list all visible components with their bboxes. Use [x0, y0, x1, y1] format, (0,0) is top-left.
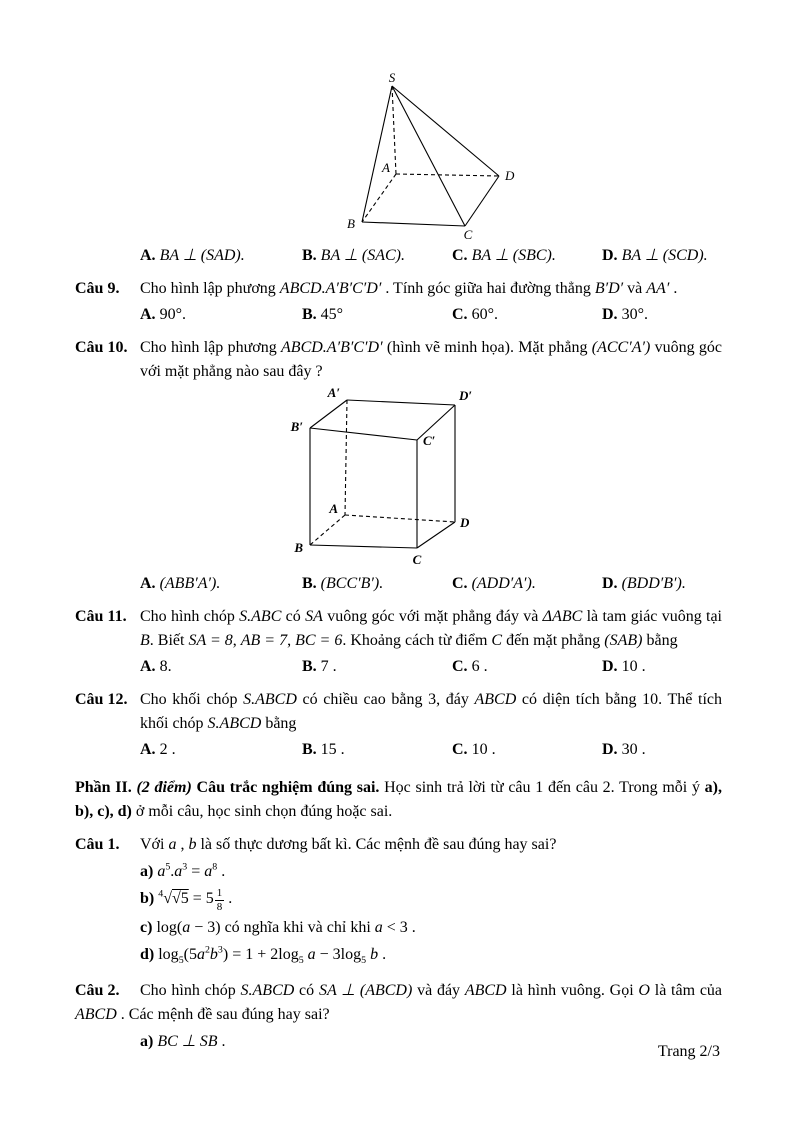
q11-option-c — [452, 655, 602, 679]
option-text: BA ⊥ (SAD). — [159, 247, 245, 264]
option-text: 8. — [159, 658, 172, 675]
option-text: 30°. — [621, 306, 648, 323]
q9-option-d — [602, 303, 722, 327]
q11-options — [140, 655, 722, 679]
cube-hidden-edges — [310, 400, 455, 545]
tf-question-1 — [75, 833, 722, 857]
q8-option-d — [602, 244, 722, 268]
option-letter: C. — [452, 741, 468, 758]
question-12-label: Câu 12. — [75, 691, 128, 708]
option-letter: D. — [602, 658, 618, 675]
q10-option-a — [140, 572, 302, 596]
option-text: BA ⊥ (SBC). — [471, 247, 556, 264]
option-letter: A. — [140, 741, 156, 758]
pyramid-label-a: A — [382, 160, 390, 175]
pyramid-svg — [337, 72, 519, 242]
tf1-item-b: b) $^4$√√5 = 5 $\frac{1}{8}$ . — [140, 887, 233, 913]
option-text: (BDD′B′). — [621, 575, 686, 592]
q10-options — [140, 572, 722, 596]
option-letter: C. — [452, 306, 468, 323]
part2-heading: Phần II. (2 điểm) Câu trắc nghiệm đúng sai. Học sinh trả lời từ câu 1 đến câu 2. Trong mỗi ý a), b), c), d) ở mỗi câu, học sinh chọn đúng hoặc sai. — [75, 779, 722, 820]
option-text: 10 . — [471, 741, 496, 758]
option-text: (ADD′A′). — [471, 575, 536, 592]
tf-question-2 — [75, 979, 722, 1027]
option-text: 90°. — [159, 306, 186, 323]
q9-option-c — [452, 303, 602, 327]
q9-option-a — [140, 303, 302, 327]
option-letter: B. — [302, 741, 317, 758]
cube-label-d-prime: D′ — [459, 388, 473, 403]
option-text: BA ⊥ (SCD). — [621, 247, 708, 264]
option-letter: B. — [302, 658, 317, 675]
option-letter: D. — [602, 247, 618, 264]
option-letter: A. — [140, 658, 156, 675]
option-letter: B. — [302, 306, 317, 323]
option-text: 10 . — [621, 658, 646, 675]
q8-options — [140, 244, 722, 268]
page-number: Trang 2/3 — [657, 1043, 720, 1060]
question-10-label: Câu 10. — [75, 339, 128, 356]
option-letter: D. — [602, 575, 618, 592]
q12-options — [140, 738, 722, 762]
q8-option-b — [302, 244, 452, 268]
q12-option-a — [140, 738, 302, 762]
question-12 — [75, 688, 722, 736]
tf2-item-a: a) BC ⊥ SB . — [140, 1033, 226, 1051]
tf-question-2-text: Cho hình chóp S.ABCD có SA ⊥ (ABCD) và đáy ABCD là hình vuông. Gọi O là tâm của ABCD . Các mệnh đề sau đúng hay sai? — [75, 982, 723, 1024]
option-text: 2 . — [159, 741, 176, 758]
pyramid-hidden-edges — [362, 86, 499, 222]
tf1-item-d: d) $\log_5(5a^2b^3) = 1 + 2\log_5$ $a - 3\log_5$ b . — [140, 944, 387, 967]
option-letter: C. — [452, 247, 468, 264]
cube-svg — [288, 386, 482, 570]
q12-option-d — [602, 738, 722, 762]
option-letter: A. — [140, 247, 156, 264]
q12-option-c — [452, 738, 602, 762]
option-text: 60°. — [471, 306, 498, 323]
option-text: (ABB′A′). — [159, 575, 221, 592]
option-text: 6 . — [471, 658, 488, 675]
pyramid-label-d: D — [505, 168, 515, 183]
q10-option-b — [302, 572, 452, 596]
option-letter: C. — [452, 658, 468, 675]
q8-option-a — [140, 244, 302, 268]
option-letter: D. — [602, 741, 618, 758]
q11-option-d — [602, 655, 722, 679]
option-text: 7 . — [320, 658, 337, 675]
question-10 — [75, 336, 722, 384]
pyramid-labels — [347, 72, 515, 242]
cube-label-b-prime: B′ — [290, 419, 303, 434]
pyramid-edges — [362, 86, 499, 226]
question-9-text: Cho hình lập phương ABCD.A′B′C′D′ . Tính góc giữa hai đường thẳng B′D′ và AA′ . — [140, 280, 678, 297]
question-10-text: Cho hình lập phương ABCD.A′B′C′D′ (hình vẽ minh họa). Mặt phẳng (ACC′A′) vuông góc với mặt phẳng nào sau đây ? — [140, 339, 723, 380]
pyramid-label-s: S — [388, 72, 396, 85]
tf1-item-a: a) $a^5.a^3 = a^8$ . — [140, 861, 226, 880]
tf-question-1-label: Câu 1. — [75, 836, 120, 853]
cube-label-a: A — [329, 501, 338, 516]
option-text: 45° — [320, 306, 344, 323]
option-letter: B. — [302, 247, 317, 264]
q9-options — [140, 303, 722, 327]
question-9 — [75, 277, 722, 301]
q10-option-d — [602, 572, 722, 596]
option-letter: A. — [140, 575, 156, 592]
question-11-label: Câu 11. — [75, 608, 127, 625]
pyramid-label-c: C — [463, 227, 473, 242]
q8-option-c — [452, 244, 602, 268]
q12-option-b — [302, 738, 452, 762]
cube-label-a-prime: A′ — [327, 386, 340, 400]
option-text: BA ⊥ (SAC). — [320, 247, 405, 264]
tf-question-2-label: Câu 2. — [75, 982, 120, 1000]
tf1-item-c: c) log(a − 3) có nghĩa khi và chỉ khi a < 3 . — [140, 919, 416, 937]
q9-option-b — [302, 303, 452, 327]
pyramid-label-b: B — [347, 216, 355, 231]
cube-figure — [75, 386, 722, 570]
q11-option-a — [140, 655, 302, 679]
cube-label-b: B — [294, 540, 303, 555]
question-11 — [75, 605, 722, 653]
q10-option-c — [452, 572, 602, 596]
option-text: (BCC′B′). — [320, 575, 384, 592]
q11-option-b — [302, 655, 452, 679]
tf-question-1-text: Với a , b là số thực dương bất kì. Các mệnh đề sau đúng hay sai? — [140, 836, 557, 853]
option-letter: B. — [302, 575, 317, 592]
cube-labels — [290, 386, 473, 567]
question-11-text: Cho hình chóp S.ABC có SA vuông góc với mặt phẳng đáy và ΔABC là tam giác vuông tại B. Biết SA = 8, AB = 7, BC = 6. Khoảng cách từ điểm C đến mặt phẳng (SAB) bằng — [140, 608, 723, 649]
cube-label-d: D — [460, 515, 470, 530]
cube-label-c: C — [412, 552, 422, 567]
option-text: 30 . — [621, 741, 646, 758]
option-letter: A. — [140, 306, 156, 323]
option-letter: C. — [452, 575, 468, 592]
cube-label-c-prime: C′ — [423, 433, 436, 448]
option-text: 15 . — [320, 741, 345, 758]
option-letter: D. — [602, 306, 618, 323]
cube-edges — [310, 400, 455, 548]
pyramid-figure — [75, 72, 722, 242]
question-9-label: Câu 9. — [75, 280, 120, 297]
question-12-text: Cho khối chóp S.ABCD có chiều cao bằng 3, đáy ABCD có diện tích bằng 10. Thể tích khối chóp S.ABCD bằng — [140, 691, 723, 732]
